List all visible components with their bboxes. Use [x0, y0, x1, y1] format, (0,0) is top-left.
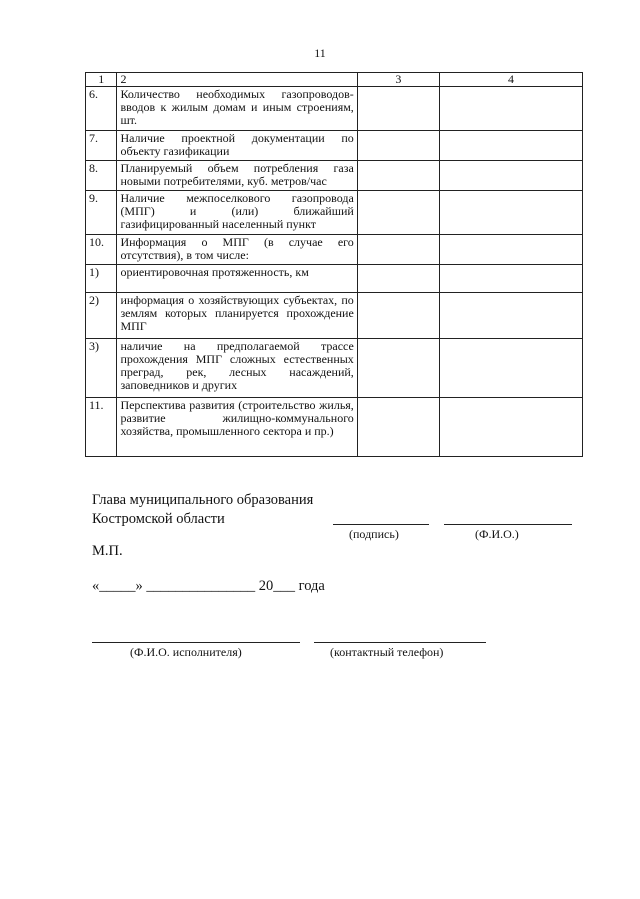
row-cell-3	[357, 87, 439, 131]
row-cell-4	[439, 87, 582, 131]
row-number: 1)	[86, 265, 117, 293]
header-col-2: 2	[117, 73, 357, 87]
row-description: Планируемый объем потребления газа новыми потребителями, куб. метров/час	[117, 161, 357, 191]
row-description: Количество необходимых газопроводов-вводов к жилым домам и иным строениям, шт.	[117, 87, 357, 131]
row-number: 10.	[86, 235, 117, 265]
signature-caption: (подпись)	[349, 527, 399, 541]
signatory-title-line2: Костромской области	[92, 511, 225, 527]
row-cell-4	[439, 131, 582, 161]
row-number: 3)	[86, 339, 117, 398]
row-cell-4	[439, 293, 582, 339]
table-row	[86, 161, 583, 191]
name-caption: (Ф.И.О.)	[475, 527, 519, 541]
row-cell-4	[439, 265, 582, 293]
table-row	[86, 339, 583, 398]
row-number: 9.	[86, 191, 117, 235]
row-description: наличие на предполагаемой трассе прохождения МПГ сложных естественных преград, рек, лесных насаждений, заповедников и других	[117, 339, 357, 398]
row-cell-4	[439, 161, 582, 191]
header-col-4: 4	[439, 73, 582, 87]
row-cell-3	[357, 131, 439, 161]
row-cell-3	[357, 339, 439, 398]
row-description: Наличие межпоселкового газопровода (МПГ) и (или) ближайший газифицированный населенный пункт	[117, 191, 357, 235]
signatory-title-line1: Глава муниципального образования	[92, 492, 314, 508]
phone-line	[314, 642, 486, 643]
row-cell-4	[439, 191, 582, 235]
row-cell-4	[439, 339, 582, 398]
page-number: 11	[314, 46, 326, 60]
header-col-1: 1	[86, 73, 117, 87]
table-row	[86, 398, 583, 457]
table-row	[86, 265, 583, 293]
signatory-block	[92, 491, 313, 529]
row-cell-4	[439, 235, 582, 265]
row-cell-3	[357, 161, 439, 191]
row-cell-3	[357, 398, 439, 457]
header-col-3: 3	[357, 73, 439, 87]
row-cell-3	[357, 235, 439, 265]
table-row	[86, 235, 583, 265]
executor-name-line	[92, 642, 300, 643]
signature-line	[333, 524, 429, 525]
row-number: 6.	[86, 87, 117, 131]
executor-caption: (Ф.И.О. исполнителя)	[130, 645, 242, 659]
row-number: 11.	[86, 398, 117, 457]
row-description: информация о хозяйствующих субъектах, по землям которых планируется прохождение МПГ	[117, 293, 357, 339]
table-header-row	[86, 73, 583, 87]
row-cell-3	[357, 293, 439, 339]
row-description: Перспектива развития (строительство жилья, развитие жилищно-коммунального хозяйства, промышленного сектора и пр.)	[117, 398, 357, 457]
table-row	[86, 191, 583, 235]
row-cell-3	[357, 265, 439, 293]
row-cell-4	[439, 398, 582, 457]
date-line: «_____» _______________ 20___ года	[92, 578, 325, 594]
table-row	[86, 87, 583, 131]
row-number: 7.	[86, 131, 117, 161]
row-number: 2)	[86, 293, 117, 339]
gasification-info-table	[85, 72, 583, 457]
row-description: ориентировочная протяженность, км	[117, 265, 357, 293]
phone-caption: (контактный телефон)	[330, 645, 444, 659]
row-cell-3	[357, 191, 439, 235]
name-line	[444, 524, 572, 525]
row-number: 8.	[86, 161, 117, 191]
row-description: Наличие проектной документации по объекту газификации	[117, 131, 357, 161]
row-description: Информация о МПГ (в случае его отсутствия), в том числе:	[117, 235, 357, 265]
stamp-place-label: М.П.	[92, 543, 123, 559]
table-row	[86, 293, 583, 339]
table-row	[86, 131, 583, 161]
